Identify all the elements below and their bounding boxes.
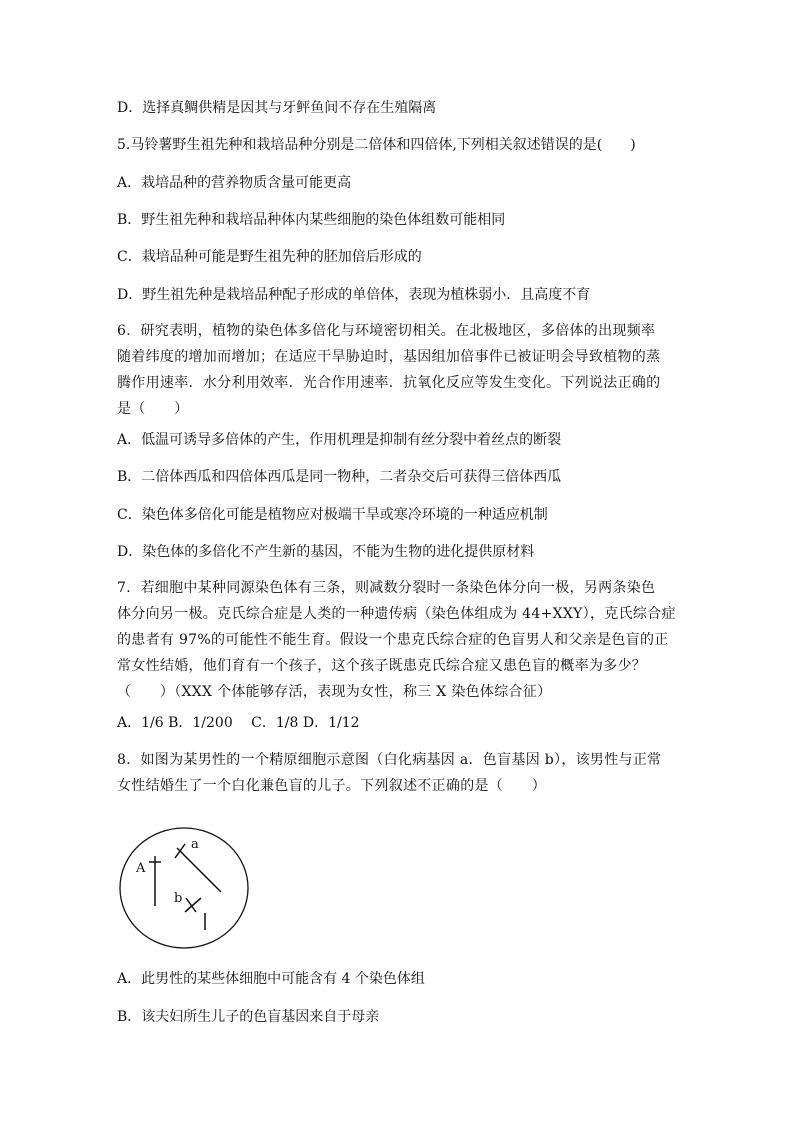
q6-stem-line: 是（ ） <box>117 401 189 417</box>
label-b: b <box>174 891 183 906</box>
q5-stem: 5.马铃薯野生祖先种和栽培品种分别是二倍体和四倍体,下列相关叙述错误的是( ) <box>117 137 636 153</box>
spermatogonium-diagram <box>117 820 257 955</box>
q8-stem-line: 8．如图为某男性的一个精原细胞示意图（白化病基因 a．色盲基因 b），该男性与正常 <box>117 752 662 768</box>
q7-stem-line: （ ）（XXX 个体能够存活，表现为女性，称三 X 染色体综合征） <box>117 684 552 700</box>
q6-stem <box>117 318 677 422</box>
label-a: a <box>191 837 199 852</box>
q5-option-a: A．栽培品种的营养物质含量可能更高 <box>117 175 352 191</box>
q6-stem-line: 随着纬度的增加而增加；在适应干旱胁迫时，基因组加倍事件已被证明会导致植物的蒸 <box>117 349 661 365</box>
q7-stem-line: 7．若细胞中某种同源染色体有三条，则减数分裂时一条染色体分向一极，另两条染色 <box>117 580 656 596</box>
q8-stem <box>117 747 677 799</box>
q7-stem-line: 常女性结婚，他们育有一个孩子，这个孩子既患克氏综合症又患色盲的概率为多少？ <box>117 658 647 674</box>
q7-stem <box>117 575 677 705</box>
q6-option-d: D．染色体的多倍化不产生新的基因，不能为生物的进化提供原材料 <box>117 544 535 560</box>
q8-option-b: B．该夫妇所生儿子的色盲基因来自于母亲 <box>117 1009 380 1025</box>
q6-option-c: C．染色体多倍化可能是植物应对极端干旱或寒冷环境的一种适应机制 <box>117 507 548 523</box>
q8-stem-line: 女性结婚生了一个白化兼色盲的儿子。下列叙述不正确的是（ ） <box>117 778 546 794</box>
q6-stem-line: 腾作用速率．水分利用效率．光合作用速率．抗氧化反应等发生变化。下列说法正确的 <box>117 375 661 391</box>
cell-diagram-svg <box>117 820 257 955</box>
q5-option-d: D．野生祖先种是栽培品种配子形成的单倍体，表现为植株弱小．且高度不育 <box>117 287 591 303</box>
label-A: A <box>136 861 146 876</box>
q6-option-b: B．二倍体西瓜和四倍体西瓜是同一物种，二者杂交后可获得三倍体西瓜 <box>117 469 562 485</box>
q7-stem-line: 的患者有 97%的可能性不能生育。假设一个患克氏综合症的色盲男人和父亲是色盲的正 <box>117 632 669 648</box>
q6-option-a: A．低温可诱导多倍体的产生，作用机理是抑制有丝分裂中着丝点的断裂 <box>117 432 562 448</box>
q7-options: A．1/6 B．1/200 C．1/8 D．1/12 <box>117 715 360 731</box>
allele-a-mark <box>175 844 185 858</box>
q5-option-b: B．野生祖先种和栽培品种体内某些细胞的染色体组数可能相同 <box>117 212 506 228</box>
q7-stem-line: 体分向另一极。克氏综合症是人类的一种遗传病（染色体组成为 44+XXY），克氏综合症 <box>117 606 676 622</box>
chromosome-a <box>177 848 221 892</box>
q4-option-d: D．选择真鲷供精是因其与牙鲆鱼间不存在生殖隔离 <box>117 100 437 116</box>
q6-stem-line: 6．研究表明，植物的染色体多倍化与环境密切相关。在北极地区，多倍体的出现频率 <box>117 323 656 339</box>
q5-option-c: C．栽培品种可能是野生祖先种的胚加倍后形成的 <box>117 249 422 265</box>
q8-option-a: A．此男性的某些体细胞中可能含有 4 个染色体组 <box>117 971 425 987</box>
